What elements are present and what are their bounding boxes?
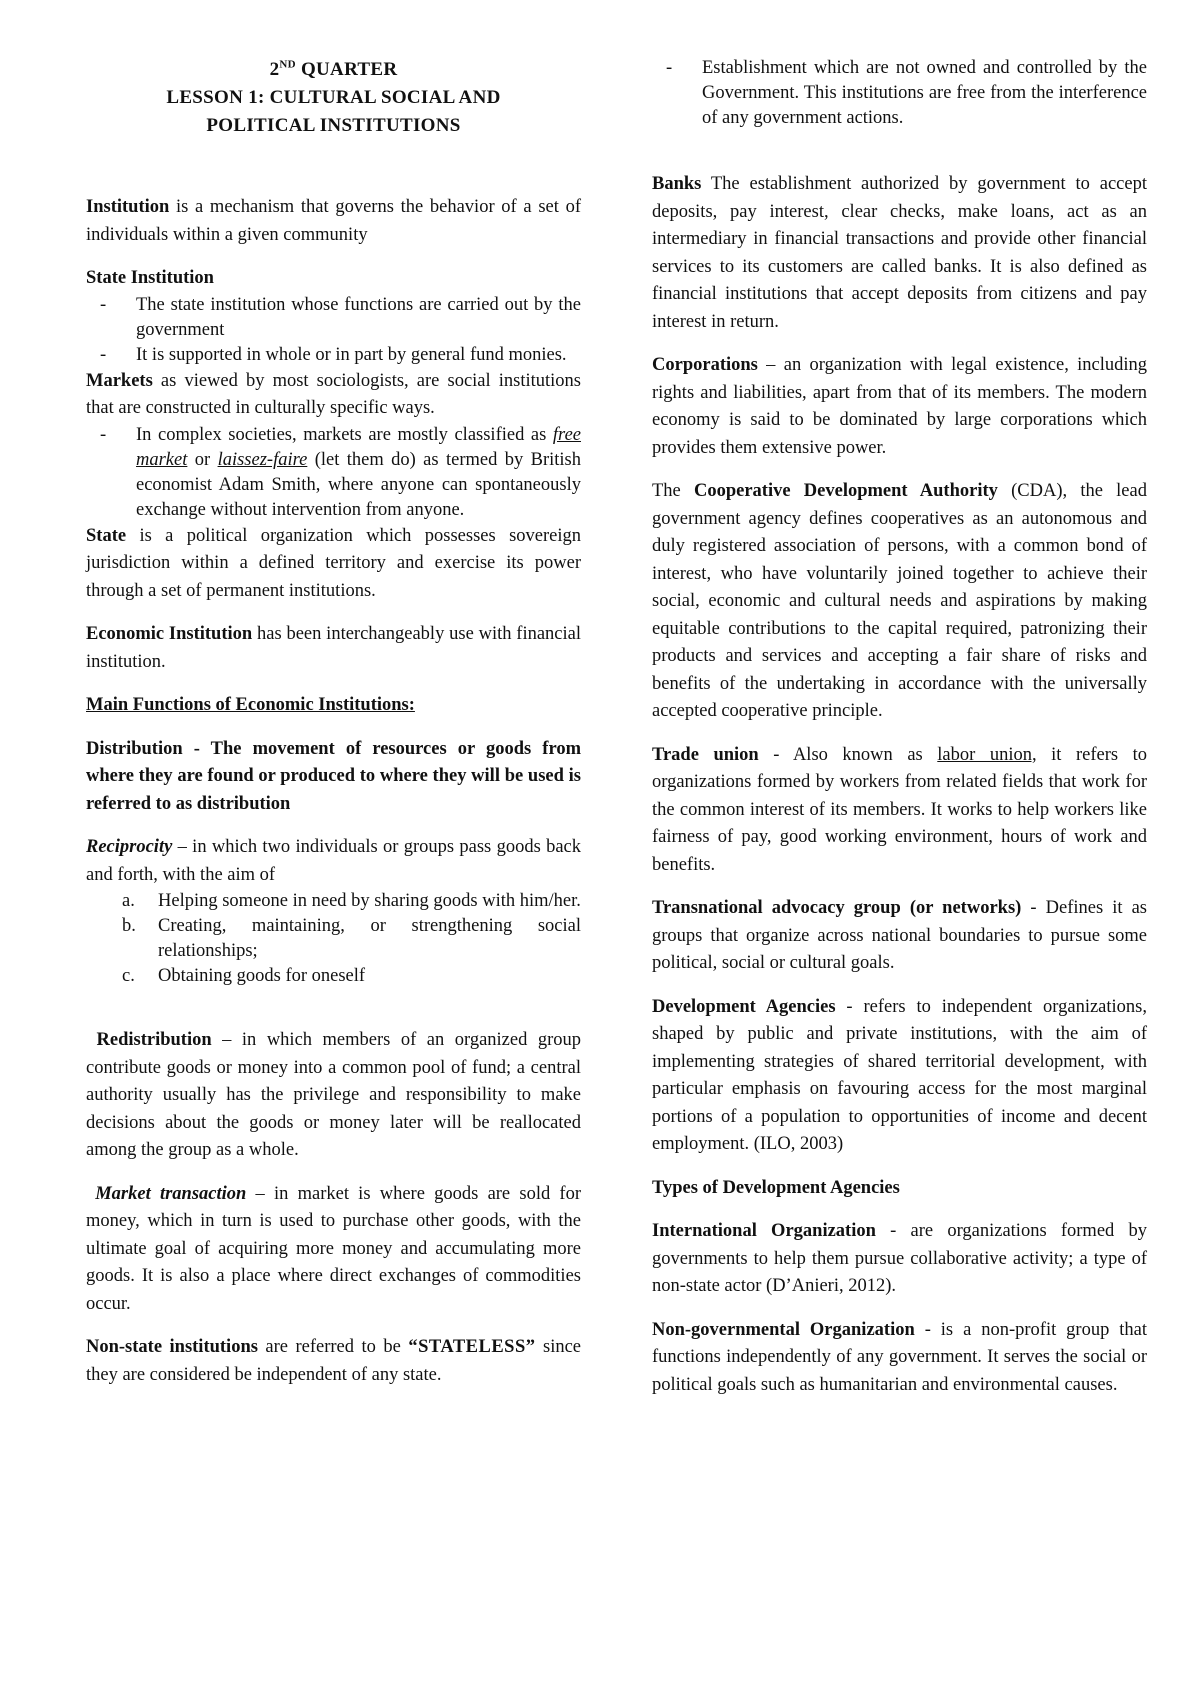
non-state-list (652, 56, 1147, 131)
list-item: - In complex societies, markets are mostly classified as free market or laissez-faire (let them do) as termed by British economist Adam Smith, where anyone can spontaneously exchange without intervention from anyone. (100, 424, 581, 520)
trade-union-paragraph: Trade union - Also known as labor union, it refers to organizations formed by workers from related fields that work for the common interest of its members. It works to help workers like fairness of pay, good working environment, hours of work and benefits. (652, 744, 1148, 875)
state-institution-list (86, 293, 581, 368)
distribution-paragraph: Distribution - The movement of resources or goods from where they are found or produced to where they will be used is referred to as distribution (86, 738, 581, 814)
state-paragraph: State is a political organization which possesses sovereign jurisdiction within a defined territory and exercise its power through a set of permanent institutions. (86, 525, 581, 601)
main-functions-heading: Main Functions of Economic Institutions: (86, 695, 415, 715)
markets-paragraph: Markets as viewed by most sociologists, are social institutions that are constructed in culturally specific ways. (86, 370, 581, 418)
list-item: - It is supported in whole or in part by general fund monies. (100, 344, 567, 365)
reciprocity-paragraph: Reciprocity – in which two individuals or groups pass goods back and forth, with the aim of (86, 837, 581, 885)
list-item: b. Creating, maintaining, or strengthening social relationships; (122, 916, 581, 961)
state-institution-heading: State Institution (86, 268, 214, 288)
types-heading: Types of Development Agencies (652, 1177, 900, 1198)
non-state-paragraph: Non-state institutions are referred to be “STATELESS” since they are considered be independent of any state. (86, 1337, 582, 1385)
development-agencies-paragraph: Development Agencies - refers to independent organizations, shaped by public and private institutions, with the aim of implementing strategies of shared territorial development, with particular emphasis on favouring access for the most marginal portions of a population to opportunities of income and decent employment. (ILO, 2003) (652, 996, 1147, 1154)
left-column (86, 56, 581, 1389)
lesson-title (86, 56, 581, 140)
banks-paragraph: Banks The establishment authorized by government to accept deposits, pay interest, clear checks, make loans, act as an intermediary in financial transactions and provide other financial services to its customers are called banks. It is also defined as financial institutions that accept deposits from citizens and pay interest in return. (652, 174, 1147, 332)
lesson-subtitle: POLITICAL INSTITUTIONS (206, 115, 461, 136)
international-org-paragraph: International Organization - are organizations formed by governments to help them pursue collaborative activity; a type of non-state actor (D’Anieri, 2012). (652, 1221, 1148, 1296)
economic-institution-paragraph: Economic Institution has been interchangeably use with financial institution. (86, 624, 581, 672)
ngo-paragraph: Non-governmental Organization - is a non-profit group that functions independently of any government. It serves the social or political goals such as humanitarian and environmental causes. (652, 1319, 1147, 1395)
redistribution-paragraph: Redistribution – in which members of an organized group contribute goods or money into a common pool of fund; a central authority usually has the privilege and responsibility to make decisions about the goods or money later will be reallocated among the group as a whole. (86, 1030, 582, 1160)
markets-list (86, 423, 581, 523)
right-column (652, 56, 1147, 1399)
market-transaction-paragraph: Market transaction – in market is where goods are sold for money, which in turn is used to purchase other goods, with the ultimate goal of acquiring more money and accumulating more goods. It is also a place where direct exchanges of commodities occur. (86, 1183, 581, 1314)
corporations-paragraph: Corporations – an organization with legal existence, including rights and liabilities, apart from that of its members. The modern economy is said to be dominated by large corporations which provides them extensive power. (652, 355, 1147, 458)
list-item: - Establishment which are not owned and controlled by the Government. This institutions are free from the interference of any government actions. (666, 58, 1147, 128)
list-item: - The state institution whose functions are carried out by the government (100, 294, 581, 340)
quarter-line: 2ND QUARTER (269, 58, 398, 80)
institution-paragraph: Institution is a mechanism that governs the behavior of a set of individuals within a given community (86, 197, 581, 245)
reciprocity-list (86, 889, 581, 989)
cda-paragraph: The Cooperative Development Authority (CDA), the lead government agency defines cooperatives as an autonomous and duly registered association of persons, with a common bond of interest, who have voluntarily joined together to achieve their social, economic and cultural needs and aspirations by making equitable contributions to the capital required, patronizing their products and services and accepting a fair share of risks and benefits of the undertaking in accordance with the universally accepted cooperative principle. (652, 481, 1147, 721)
transnational-paragraph: Transnational advocacy group (or networks) - Defines it as groups that organize across national boundaries to pursue some political, social or cultural goals. (652, 898, 1147, 973)
list-item: c. Obtaining goods for oneself (122, 966, 366, 986)
list-item: a. Helping someone in need by sharing goods with him/her. (122, 891, 581, 911)
lesson-line: LESSON 1: CULTURAL SOCIAL AND (166, 87, 501, 108)
